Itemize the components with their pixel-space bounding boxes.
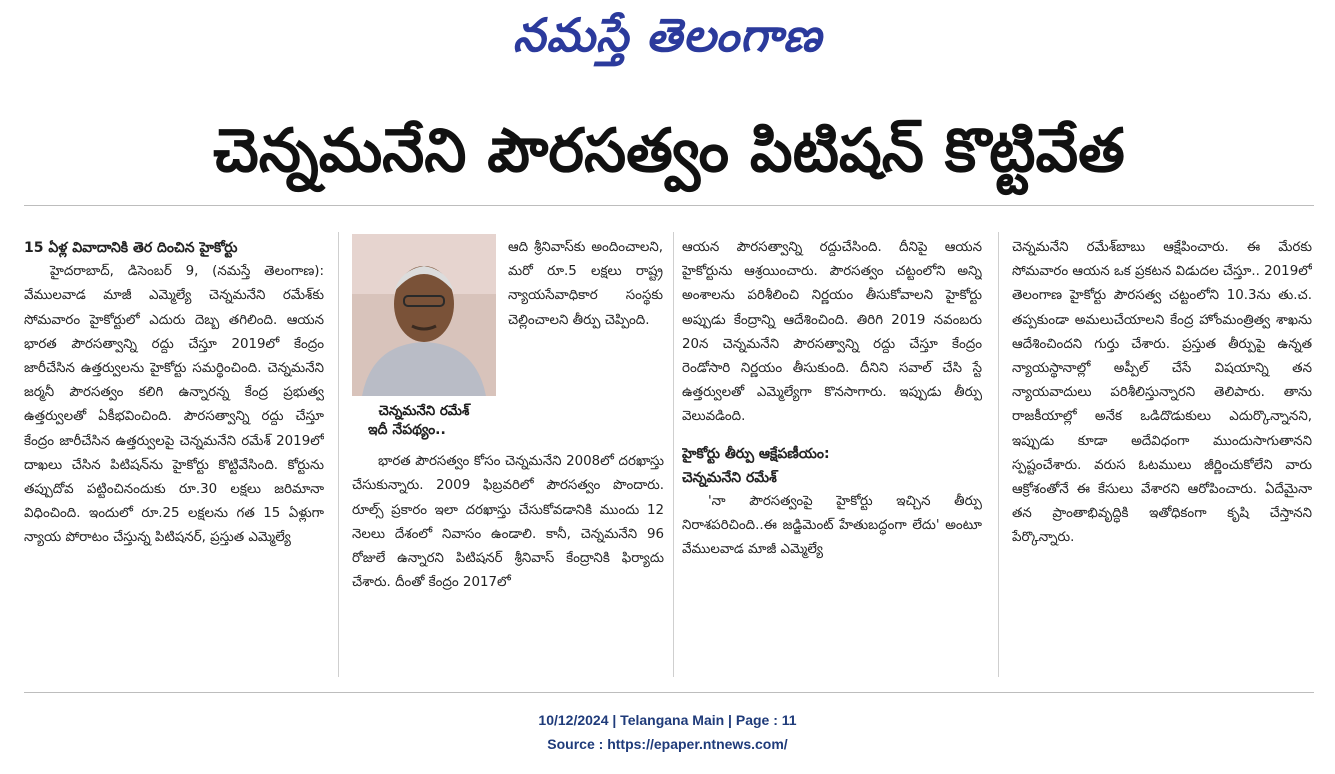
column-3-subhead-name: చెన్నమనేని రమేశ్ [682, 469, 777, 486]
column-3-quote: 'నా పౌరసత్వంపై హైకోర్టు ఇచ్చిన తీర్పు నిరాశపరిచింది..ఈ జడ్జిమెంట్ హేతుబద్ధంగా లేదు' అంటూ వేములవాడ మాజీ ఎమ్మెల్యే [682, 494, 982, 558]
column-1-subhead: 15 ఏళ్ల వివాదానికి తెర దించిన హైకోర్టు [24, 240, 238, 256]
divider [24, 692, 1314, 693]
column-3-body: ఆయన పౌరసత్వాన్ని రద్దుచేసింది. దీనిపై ఆయన హైకోర్టును ఆశ్రయించారు. పౌరసత్వం చట్టంలోని అన్ని అంశాలను పరిశీలించి నిర్ణయం తీసుకోవాలని హైకోర్టు అప్పుడు కేంద్రాన్ని ఆదేశించింది. తిరిగి 2019 నవంబరు 20న చెన్నమనేని పౌరసత్వాన్ని రద్దు చేస్తూ కేంద్రం రెండోసారి నిర్ణయం తీసుకుంది. దీనిని సవాల్ చేసి స్టే ఉత్తర్వులతో ఎమ్మెల్యేగా కొనసాగారు. ఇప్పుడు తీర్పు వెలువడింది. [682, 240, 982, 425]
column-divider [998, 232, 999, 677]
column-2-subhead: ఇదీ నేపథ్యం.. [368, 422, 446, 438]
column-3-subhead: హైకోర్టు తీర్పు ఆక్షేపణీయం: [682, 445, 830, 462]
footer-date: 10/12/2024 | Telangana Main | Page : 11 [538, 712, 797, 728]
column-divider [673, 232, 674, 677]
masthead-logo: నమస్తే తెలంగాణ [512, 8, 823, 62]
column-2-top [508, 236, 663, 386]
column-1-body: హైదరాబాద్, డిసెంబర్ 9, (నమస్తే తెలంగాణ): వేములవాడ మాజీ ఎమ్మెల్యే చెన్నమనేని రమేశ్‌కు సోమవారం హైకోర్టులో ఎదురు దెబ్బ తగిలింది. ఆయన భారత పౌరసత్వాన్ని రద్దు చేస్తూ 2019లో కేంద్రం జారీచేసిన ఉత్తర్వులను హైకోర్టు సమర్థించింది. చెన్నమనేని జర్మనీ పౌరసత్వం కలిగి ఉన్నారన్న కేంద్ర ప్రభుత్వ ఉత్తర్వులతో ఏకీభవించింది. పౌరసత్వాన్ని రద్దు చేస్తూ కేంద్రం జారీచేసిన ఉత్తర్వులపై చెన్నమనేని రమేశ్ 2019లో దాఖలు చేసిన పిటిషన్‌ను హైకోర్టు కొట్టివేసింది. కోర్టును తప్పుదోవ పట్టించినందుకు రూ.30 లక్షలు జరిమానా విధించింది. ఇందులో రూ.25 లక్షలను గత 15 ఏళ్లుగా న్యాయ పోరాటం చేస్తున్న పిటిషనర్, ప్రస్తుత ఎమ్మెల్యే [24, 264, 324, 546]
column-4-body: చెన్నమనేని రమేశ్‌బాబు ఆక్షేపించారు. ఈ మేరకు సోమవారం ఆయన ఒక ప్రకటన విడుదల చేస్తూ.. 2019లో తెలంగాణ హైకోర్టు పౌరసత్వ చట్టంలోని 10.3ను తు.చ. తప్పకుండా అమలుచేయాలని కేంద్ర హోంమంత్రిత్వ శాఖను ఆదేశించిందని గుర్తు చేశారు. ప్రస్తుత తీర్పుపై ఉన్నత న్యాయస్థానాల్లో అప్పీల్ చేసే విషయాన్ని తన న్యాయవాదులు పరిశీలిస్తున్నారని తెలిపారు. తాను రాజకీయాల్లో అనేక ఒడిదొడుకులు ఎదుర్కొన్నానని, ఇప్పుడు కూడా అదేవిధంగా ముందుసాగుతానని స్పష్టంచేశారు. వరుస ఓటములు జీర్ణించుకోలేని వారు ఆక్రోశంతోనే ఈ కేసులు వేశారని ఆరోపించారు. ఏదేమైనా తన ప్రాంతాభివృద్ధికి ఇతోధికంగా కృషి చేస్తానని పేర్కొన్నారు. [1012, 240, 1312, 546]
portrait-image [352, 234, 496, 396]
column-2-body: భారత పౌరసత్వం కోసం చెన్నమనేని 2008లో దరఖాస్తు చేసుకున్నారు. 2009 ఫిబ్రవరిలో పౌరసత్వం పొందారు. రూల్స్ ప్రకారం ఇలా దరఖాస్తు చేసుకోవడానికి ముందు 12 నెలలు దేశంలో నివాసం ఉండాలి. కానీ, చెన్నమనేని 96 రోజులే ఉన్నారని పిటిషనర్ శ్రీనివాస్ కేంద్రానికి ఫిర్యాదు చేశారు. దీంతో కేంద్రం 2017లో [352, 454, 664, 591]
headline: చెన్నమనేని పౌరసత్వం పిటిషన్ కొట్టివేత [213, 116, 1125, 186]
column-4 [1012, 236, 1312, 681]
column-2-top-text: ఆది శ్రీనివాస్‌కు అందించాలని, మరో రూ.5 లక్షలు రాష్ట్ర న్యాయసేవాధికార సంస్థకు చెల్లించాలని తీర్పు చెప్పింది. [508, 240, 663, 328]
divider [24, 205, 1314, 206]
footer-source: Source : https://epaper.ntnews.com/ [547, 736, 788, 752]
column-1 [24, 236, 324, 681]
column-2 [352, 418, 664, 678]
masthead [0, 8, 1335, 74]
column-divider [338, 232, 339, 677]
portrait-photo [352, 234, 496, 396]
photo-caption: చెన్నమనేని రమేశ్ [378, 404, 470, 419]
column-3 [682, 236, 982, 681]
